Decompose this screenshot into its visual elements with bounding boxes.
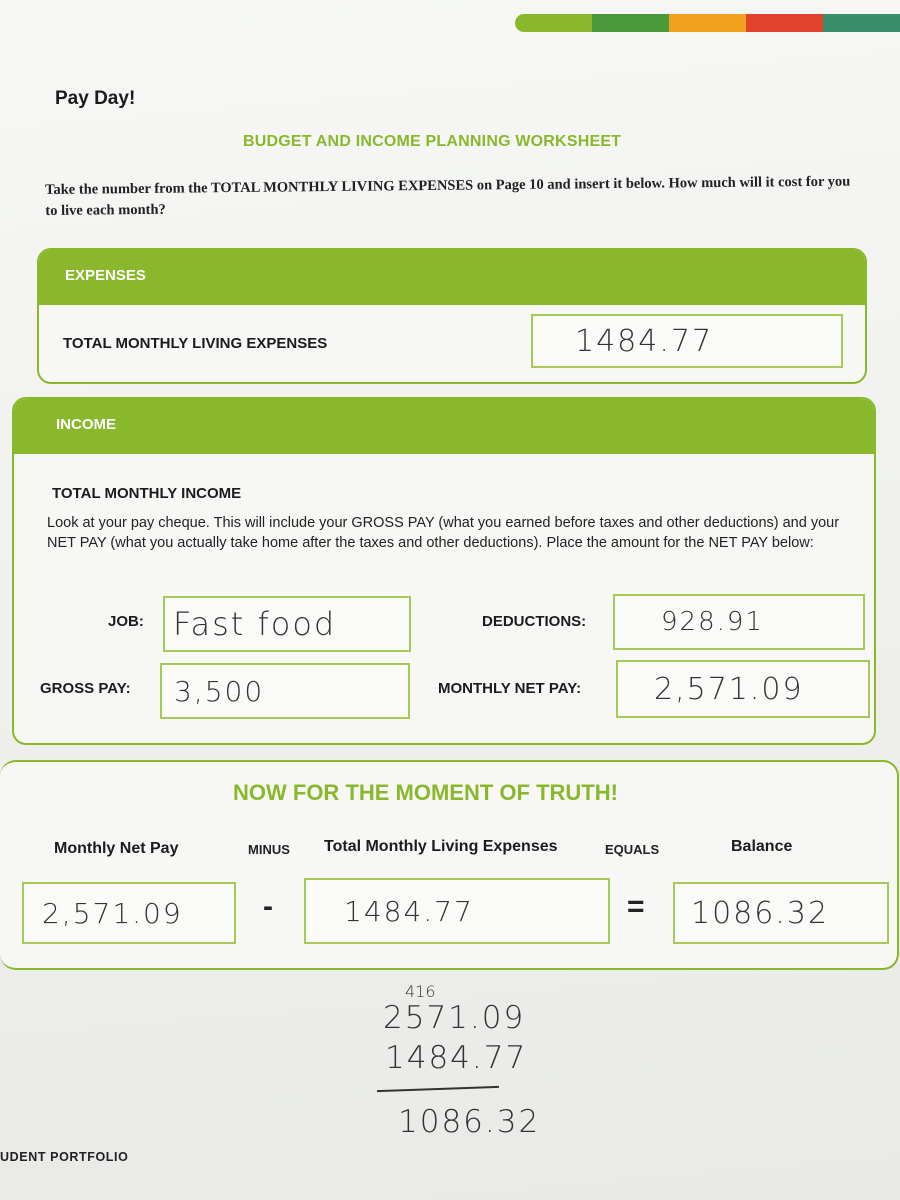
net-pay-field[interactable] (616, 660, 870, 718)
moment-of-truth-title: NOW FOR THE MOMENT OF TRUTH! (233, 780, 618, 805)
income-subtitle: TOTAL MONTHLY INCOME (52, 485, 242, 502)
deductions-field[interactable] (613, 594, 865, 650)
gross-pay-value: 3,500 (174, 674, 265, 708)
minus-label: MINUS (248, 842, 290, 857)
balance-column-heading: Balance (731, 838, 793, 855)
total-expenses-field[interactable] (531, 314, 843, 368)
scratch-result: 1086.32 (398, 1104, 541, 1140)
equals-sign: = (627, 890, 645, 923)
job-field[interactable] (163, 596, 411, 652)
deductions-value: 928.91 (661, 607, 764, 637)
total-expenses-value: 1484.77 (575, 323, 714, 359)
deductions-label: DEDUCTIONS: (482, 613, 587, 630)
net-pay-value: 2,571.09 (654, 671, 804, 707)
truth-expenses-value: 1484.77 (344, 894, 474, 928)
gross-pay-label: GROSS PAY: (40, 680, 131, 697)
total-expenses-label: TOTAL MONTHLY LIVING EXPENSES (63, 335, 328, 352)
scratch-carry: 416 (405, 982, 436, 1001)
expenses-column-heading: Total Monthly Living Expenses (324, 838, 558, 855)
net-pay-column-heading: Monthly Net Pay (54, 840, 179, 857)
worksheet-title: BUDGET AND INCOME PLANNING WORKSHEET (243, 133, 622, 150)
gross-pay-field[interactable] (160, 663, 410, 719)
job-label: JOB: (108, 613, 144, 630)
page-title: Pay Day! (55, 88, 136, 109)
scratch-rule (377, 1086, 499, 1092)
income-description: Look at your pay cheque. This will include your GROSS PAY (what you earned before taxes and other deductions) and your NET PAY (what you actually take home after the taxes and other deductions). Place the amount for the NET PAY below: (47, 515, 840, 551)
truth-net-pay-value: 2,571.09 (42, 896, 183, 930)
instructions-text: Take the number from the TOTAL MONTHLY LIVING EXPENSES on Page 10 and insert it below. How much will it cost for you to live each month? (45, 173, 851, 219)
equals-label: EQUALS (605, 842, 660, 857)
job-value: Fast food (173, 605, 337, 643)
expenses-panel (37, 248, 867, 384)
balance-field[interactable] (673, 882, 889, 944)
minus-sign: - (263, 890, 273, 923)
net-pay-label: MONTHLY NET PAY: (438, 680, 582, 697)
decorative-color-stripe (515, 14, 900, 32)
truth-net-pay-field[interactable] (22, 882, 236, 944)
scratch-line-1: 2571.09 (383, 1000, 526, 1036)
expenses-header: EXPENSES (39, 250, 865, 305)
income-header: INCOME (14, 399, 874, 454)
balance-value: 1086.32 (691, 895, 830, 931)
truth-expenses-field[interactable] (304, 878, 610, 944)
footer-text: UDENT PORTFOLIO (0, 1150, 129, 1164)
scratch-line-2: 1484.77 (385, 1040, 528, 1076)
